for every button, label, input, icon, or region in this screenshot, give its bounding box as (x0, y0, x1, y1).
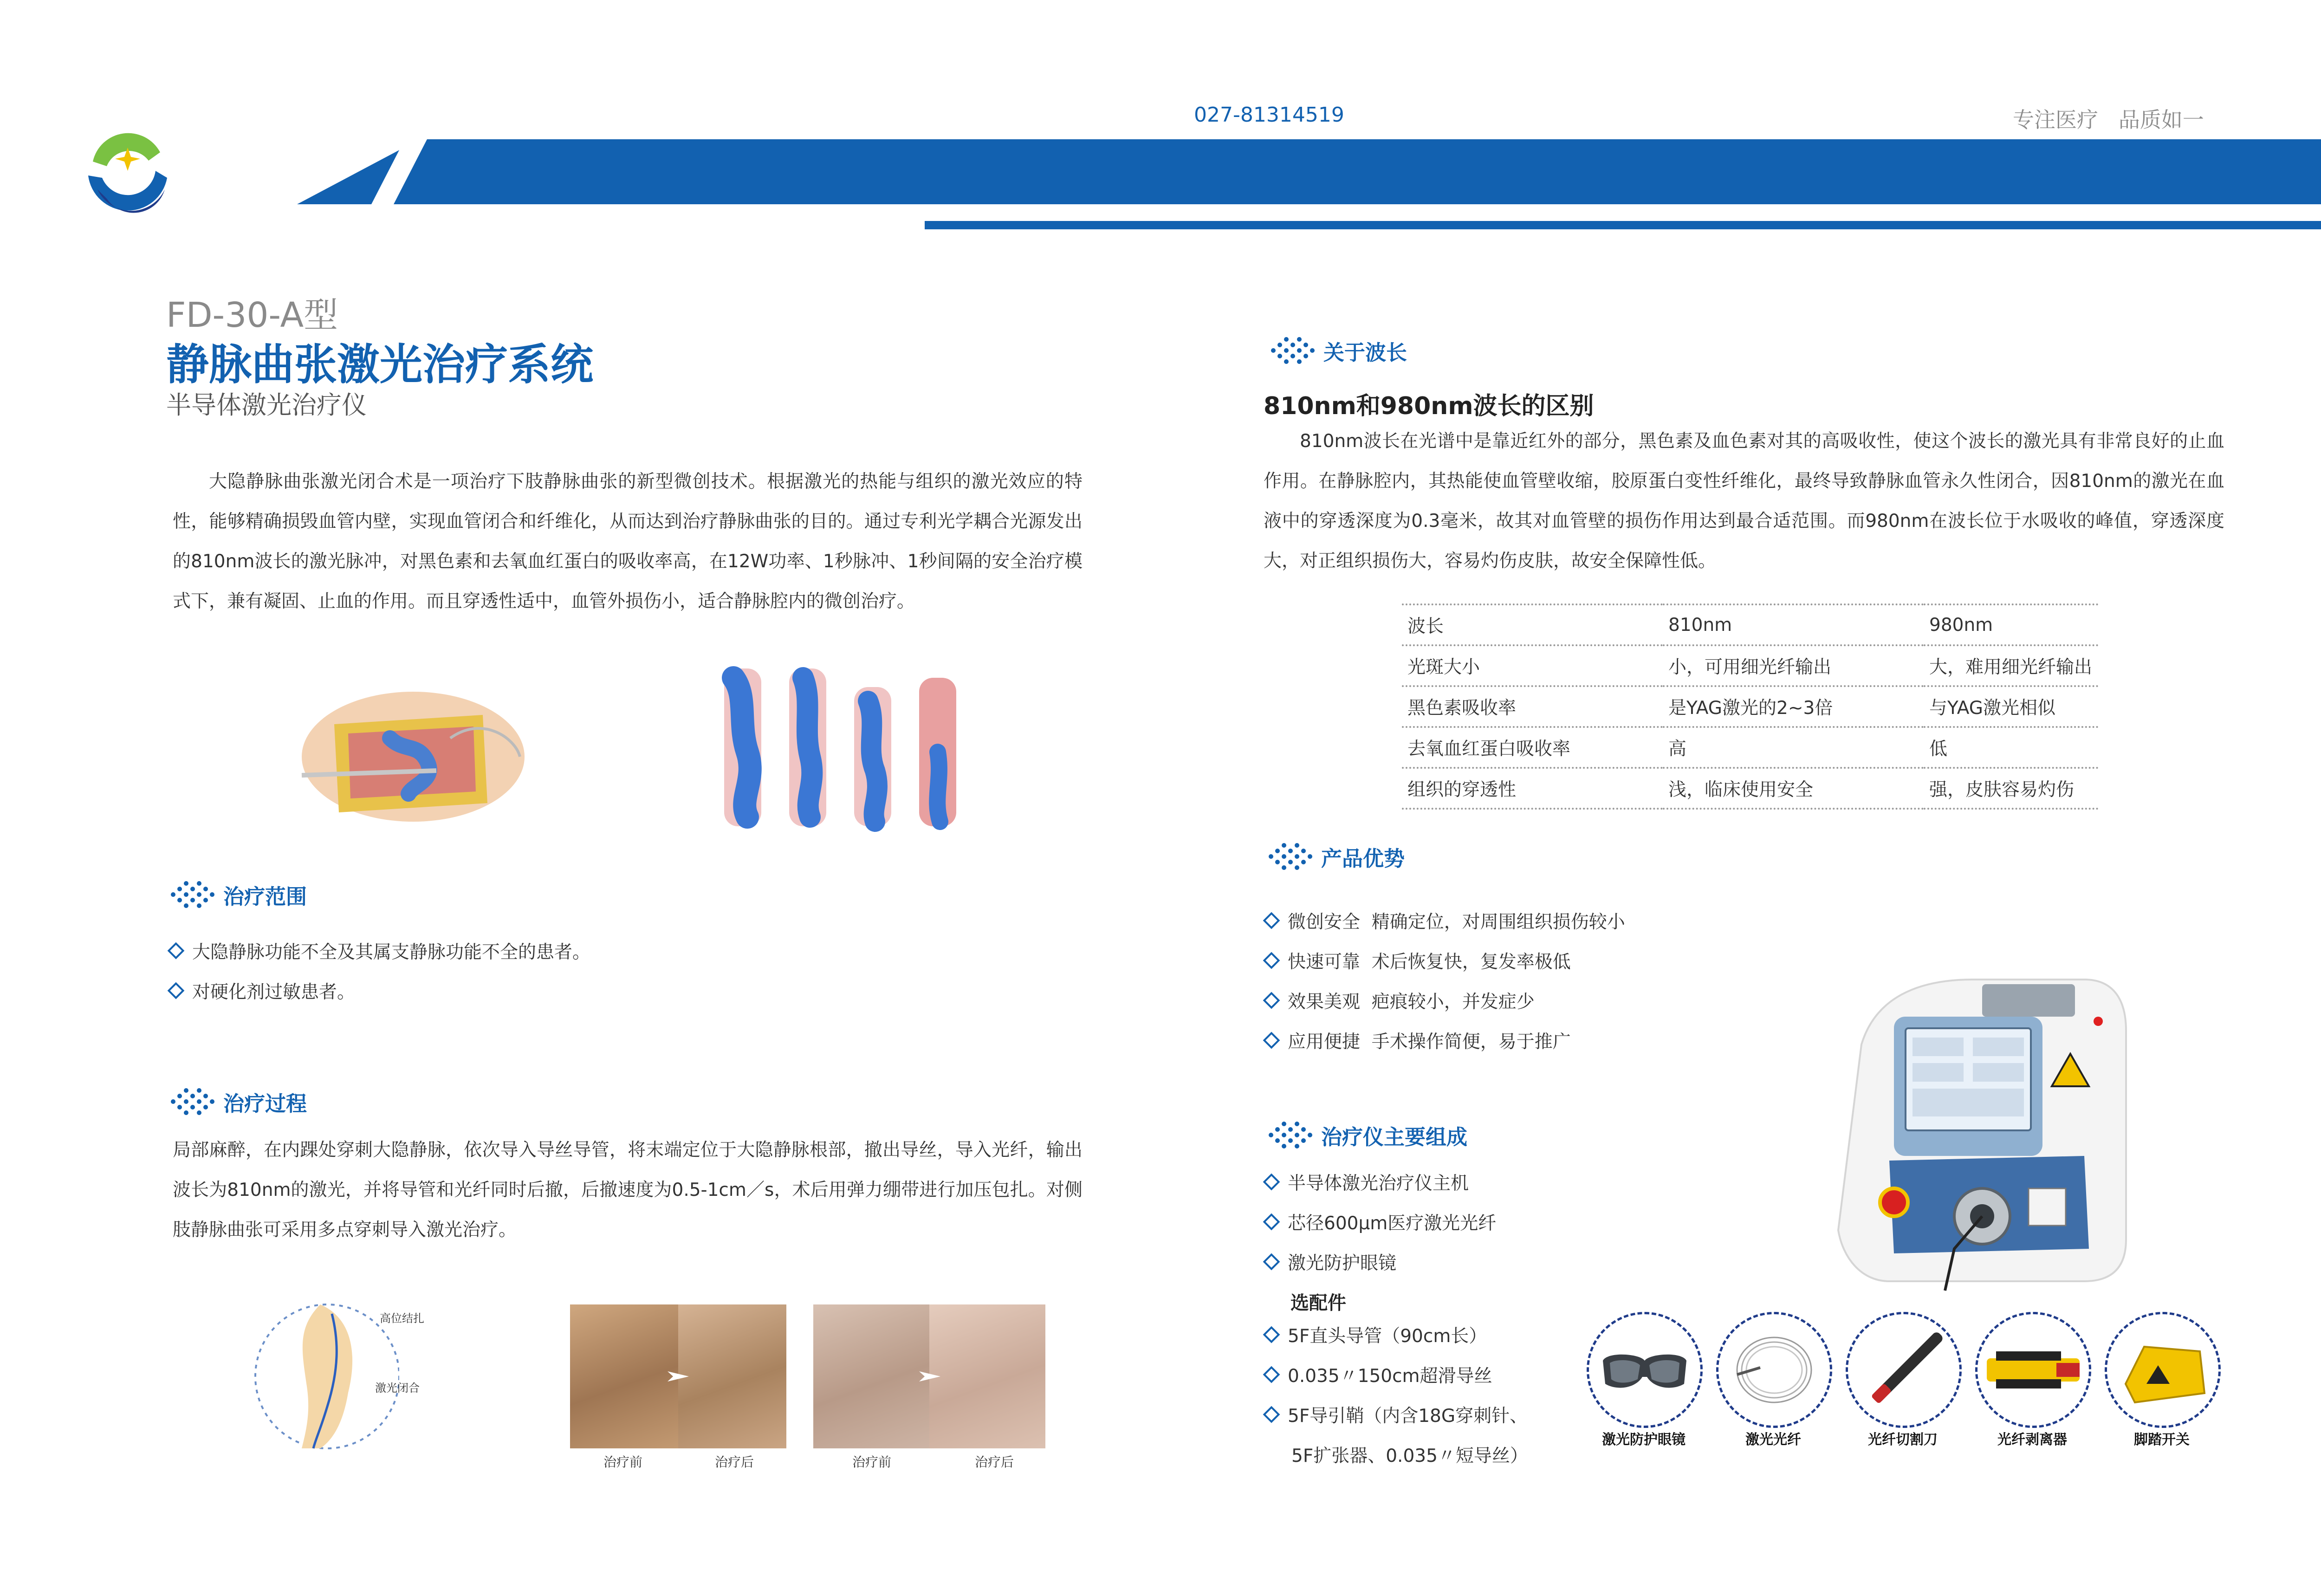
diamond-icon (1263, 1032, 1280, 1049)
advantages-title: 产品优势 (1321, 846, 1405, 871)
leg-diagram (251, 1291, 446, 1462)
diamond-icon (168, 982, 185, 999)
vein-sequence-illustration (715, 659, 993, 836)
dots-icon (169, 878, 216, 911)
diamond-icon (1263, 1253, 1280, 1271)
intro-paragraph: 大隐静脉曲张激光闭合术是一项治疗下肢静脉曲张的新型微创技术。根据激光的热能与组织的激光效应的特性，能够精确损毁血管内壁，实现血管闭合和纤维化，从而达到治疗静脉曲张的目的。通过专利光学耦合光源发出的810nm波长的激光脉冲，对黑色素和去氧血红蛋白的吸收率高，在12W功率、1秒脉冲、1秒间隔的安全治疗模式下，兼有凝固、止血的作用。而且穿透性适中，血管外损伤小，适合静脉腔内的微创治疗。 (173, 471, 1083, 612)
table-row: 波长 810nm 980nm (1402, 604, 2098, 645)
diamond-icon (1263, 912, 1280, 929)
photo-1-after-caption: 治疗后 (715, 1454, 754, 1470)
photo-2-before-caption: 治疗前 (852, 1454, 892, 1470)
photo-2-after-caption: 治疗后 (975, 1454, 1014, 1470)
header-slogan: 专注医疗 品质如一 (2013, 107, 2204, 132)
diamond-icon (168, 942, 185, 960)
table-row: 去氧血红蛋白吸收率 高 低 (1402, 727, 2098, 768)
advantages-list (1263, 901, 1625, 1060)
wavelength-text (1264, 422, 2224, 581)
list-item: 对硬化剂过敏患者。 (167, 971, 590, 1011)
list-item: 0.035〃150cm超滑导丝 (1263, 1355, 1528, 1395)
diamond-icon (1263, 992, 1280, 1009)
product-name: 静脉曲张激光治疗系统 (166, 340, 594, 389)
logo-icon (79, 120, 176, 217)
scope-section-header (169, 878, 307, 911)
before-after-photo-1 (570, 1304, 786, 1448)
product-subtitle: 半导体激光治疗仪 (166, 390, 367, 420)
wavelength-title: 关于波长 (1323, 340, 1407, 365)
goggles-icon (1589, 1314, 1700, 1426)
photo-1-before-caption: 治疗前 (603, 1454, 643, 1470)
fiber-icon (1718, 1314, 1830, 1426)
wavelength-paragraph: 810nm波长在光谱中是靠近红外的部分，黑色素及血色素对其的高吸收性，使这个波长的激光具有非常良好的止血作用。在静脉腔内，其热能使血管壁收缩，胶原蛋白变性纤维化，最终导致静脉血管永久性闭合，因810nm的激光在血液中的穿透深度为0.3毫米，故其对血管壁的损伤作用达到最合适范围。而980nm在波长位于水吸收的峰值，穿透深度大，对正组织损伤大，容易灼伤皮肤，故安全保障性低。 (1264, 431, 2224, 571)
dots-icon (1267, 1119, 1314, 1151)
table-row: 组织的穿透性 浅，临床使用安全 强，皮肤容易灼伤 (1402, 768, 2098, 809)
scope-title: 治疗范围 (223, 884, 307, 909)
accessory-label-cleaver: 光纤切割刀 (1868, 1432, 1938, 1448)
leg-label-mid: 激光闭合 (375, 1382, 420, 1395)
diamond-icon (1263, 1326, 1280, 1343)
accessory-footswitch-image (2105, 1312, 2221, 1428)
table-row: 光斑大小 小，可用细光纤输出 大，难用细光纤输出 (1402, 645, 2098, 686)
components-list (1263, 1162, 1496, 1282)
accessory-label-stripper: 光纤剥离器 (1997, 1432, 2067, 1448)
arrow-right-icon (668, 1369, 689, 1383)
photo-after (678, 1304, 786, 1448)
fiber-cutter-icon (1848, 1314, 1959, 1426)
diamond-icon (1263, 1174, 1280, 1191)
scope-list (167, 931, 590, 1011)
components-title: 治疗仪主要组成 (1321, 1124, 1468, 1149)
accessory-cleaver-image (1846, 1312, 1962, 1428)
accessory-stripper-image (1975, 1312, 2091, 1428)
optional-list (1263, 1315, 1528, 1474)
photo-before (813, 1304, 929, 1448)
accessory-label-footswitch: 脚踏开关 (2134, 1432, 2190, 1448)
list-item: 快速可靠 术后恢复快，复发率极低 (1263, 941, 1625, 980)
list-item: 大隐静脉功能不全及其属支静脉功能不全的患者。 (167, 931, 590, 971)
list-item: 5F扩张器、0.035〃短导丝） (1291, 1446, 1528, 1466)
foot-switch-icon (2107, 1314, 2218, 1426)
header-phone: 027-81314519 (1194, 103, 1344, 127)
laser-device-image (1824, 970, 2159, 1295)
list-item: 半导体激光治疗仪主机 (1263, 1162, 1496, 1202)
list-item: 激光防护眼镜 (1263, 1242, 1496, 1282)
header-band-top (297, 139, 2321, 204)
company-logo (79, 120, 176, 217)
list-item: 5F直头导管（90cm长） (1263, 1315, 1528, 1355)
process-text (173, 1130, 1083, 1250)
accessory-label-goggles: 激光防护眼镜 (1602, 1432, 1686, 1448)
leg-label-top: 高位结扎 (380, 1312, 424, 1325)
diamond-icon (1263, 1213, 1280, 1231)
list-item: 应用便捷 手术操作简便，易于推广 (1263, 1020, 1625, 1060)
table-row: 黑色素吸收率 是YAG激光的2~3倍 与YAG激光相似 (1402, 686, 2098, 727)
before-after-photo-2 (813, 1304, 1045, 1448)
product-model: FD-30-A型 (166, 295, 338, 335)
list-item: 微创安全 精确定位，对周围组织损伤较小 (1263, 901, 1625, 941)
list-item: 芯径600μm医疗激光光纤 (1263, 1202, 1496, 1242)
accessory-label-fiber: 激光光纤 (1745, 1432, 1801, 1448)
wavelength-heading: 810nm和980nm波长的区别 (1264, 392, 1594, 420)
arrow-right-icon (919, 1369, 940, 1383)
components-section-header (1267, 1119, 1467, 1151)
dots-icon (1270, 334, 1316, 367)
intro-text (173, 462, 1083, 622)
dots-icon (1267, 840, 1314, 873)
optional-title: 选配件 (1290, 1292, 1346, 1314)
process-title: 治疗过程 (223, 1091, 307, 1116)
process-paragraph: 局部麻醉，在内踝处穿刺大隐静脉，依次导入导丝导管，将末端定位于大隐静脉根部，撤出导丝，导入光纤，输出波长为810nm的激光，并将导管和光纤同时后撤，后撤速度为0.5-1cm／s，术后用弹力绷带进行加压包扎。对侧肢静脉曲张可采用多点穿刺导入激光治疗。 (173, 1140, 1083, 1240)
diamond-icon (1263, 952, 1280, 969)
advantages-section-header (1267, 840, 1405, 873)
photo-after (929, 1304, 1045, 1448)
wavelength-table (1402, 603, 2098, 810)
surgery-illustration (297, 687, 538, 831)
diamond-icon (1263, 1406, 1280, 1423)
list-item: 5F导引鞘（内含18G穿刺针、 (1263, 1395, 1528, 1434)
list-item: 效果美观 疤痕较小，并发症少 (1263, 980, 1625, 1020)
header-band-bottom (925, 221, 2321, 229)
process-section-header (169, 1085, 307, 1118)
photo-before (570, 1304, 678, 1448)
dots-icon (169, 1085, 216, 1118)
diamond-icon (1263, 1366, 1280, 1383)
fiber-stripper-icon (1977, 1314, 2089, 1426)
accessory-goggles-image (1587, 1312, 1703, 1428)
accessory-fiber-image (1716, 1312, 1832, 1428)
wavelength-section-header (1270, 334, 1407, 367)
